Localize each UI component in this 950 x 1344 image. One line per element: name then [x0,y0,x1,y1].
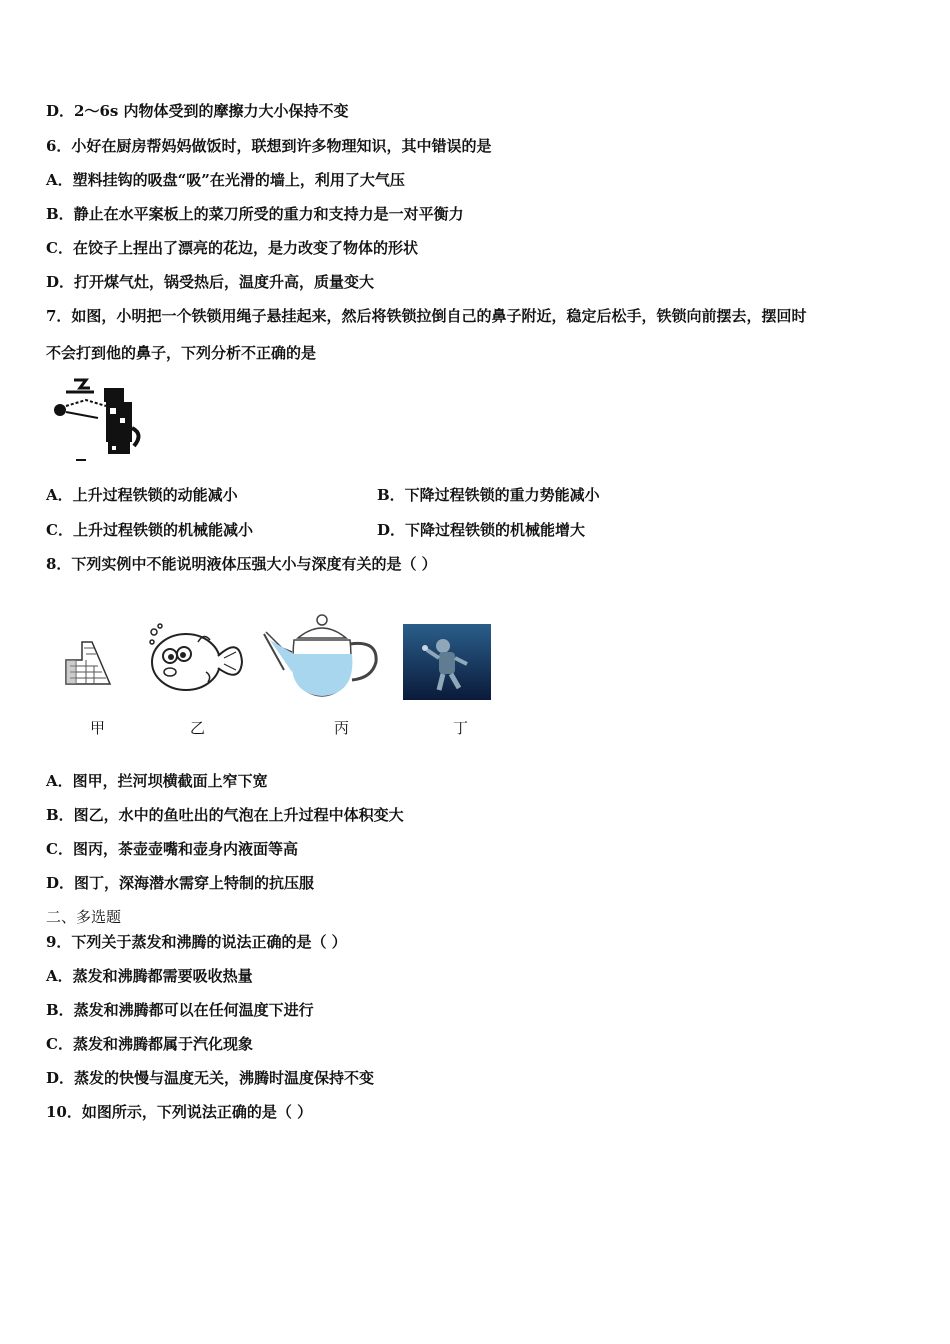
q6-option-c: C．在饺子上捏出了漂亮的花边，是力改变了物体的形状 [46,239,418,257]
section-heading: 二、多选题 [46,908,122,926]
teapot-figure [262,612,382,700]
q6-option-b: B．静止在水平案板上的菜刀所受的重力和支持力是一对平衡力 [46,205,464,223]
q8-option-c: C．图丙，茶壶壶嘴和壶身内液面等高 [46,840,298,858]
caption-ding: 丁 [453,719,469,737]
caption-yi: 乙 [190,719,206,737]
q9-option-d: D．蒸发的快慢与温度无关，沸腾时温度保持不变 [46,1069,375,1087]
q8-option-b: B．图乙，水中的鱼吐出的气泡在上升过程中体积变大 [46,806,404,824]
q10-stem: 10．如图所示，下列说法正确的是（ ） [46,1103,313,1121]
caption-jia: 甲 [90,719,106,737]
q7-stem-line1: 7．如图，小明把一个铁锁用绳子悬挂起来，然后将铁锁拉倒自己的鼻子附近，稳定后松手，铁锁向前摆去，摆回时 [46,307,807,325]
q7-option-a: A．上升过程铁锁的动能减小 [46,486,238,504]
q7-stem-line2: 不会打到他的鼻子，下列分析不正确的是 [46,344,317,362]
q7-option-c: C．上升过程铁锁的机械能减小 [46,521,253,539]
pendulum-lock-figure [46,378,152,462]
diver-figure [403,624,491,700]
q9-stem: 9．下列关于蒸发和沸腾的说法正确的是（ ） [46,933,347,951]
q6-option-d: D．打开煤气灶，锅受热后，温度升高，质量变大 [46,273,375,291]
fish-figure [146,622,246,694]
q9-option-c: C．蒸发和沸腾都属于汽化现象 [46,1035,253,1053]
q8-stem: 8．下列实例中不能说明液体压强大小与深度有关的是（ ） [46,555,437,573]
q9-option-b: B．蒸发和沸腾都可以在任何温度下进行 [46,1001,314,1019]
q8-option-d: D．图丁，深海潜水需穿上特制的抗压服 [46,874,315,892]
q6-option-a: A．塑料挂钩的吸盘“吸”在光滑的墙上，利用了大气压 [46,171,405,189]
q7-option-b: B．下降过程铁锁的重力势能减小 [377,486,600,504]
q9-option-a: A．蒸发和沸腾都需要吸收热量 [46,967,253,985]
dam-figure [64,640,112,686]
q8-option-a: A．图甲，拦河坝横截面上窄下宽 [46,772,268,790]
caption-bing: 丙 [334,719,350,737]
q7-option-d: D．下降过程铁锁的机械能增大 [377,521,586,539]
q6-stem: 6．小好在厨房帮妈妈做饭时，联想到许多物理知识，其中错误的是 [46,137,492,155]
q5-option-d: D．2～6s 内物体受到的摩擦力大小保持不变 [46,102,349,120]
